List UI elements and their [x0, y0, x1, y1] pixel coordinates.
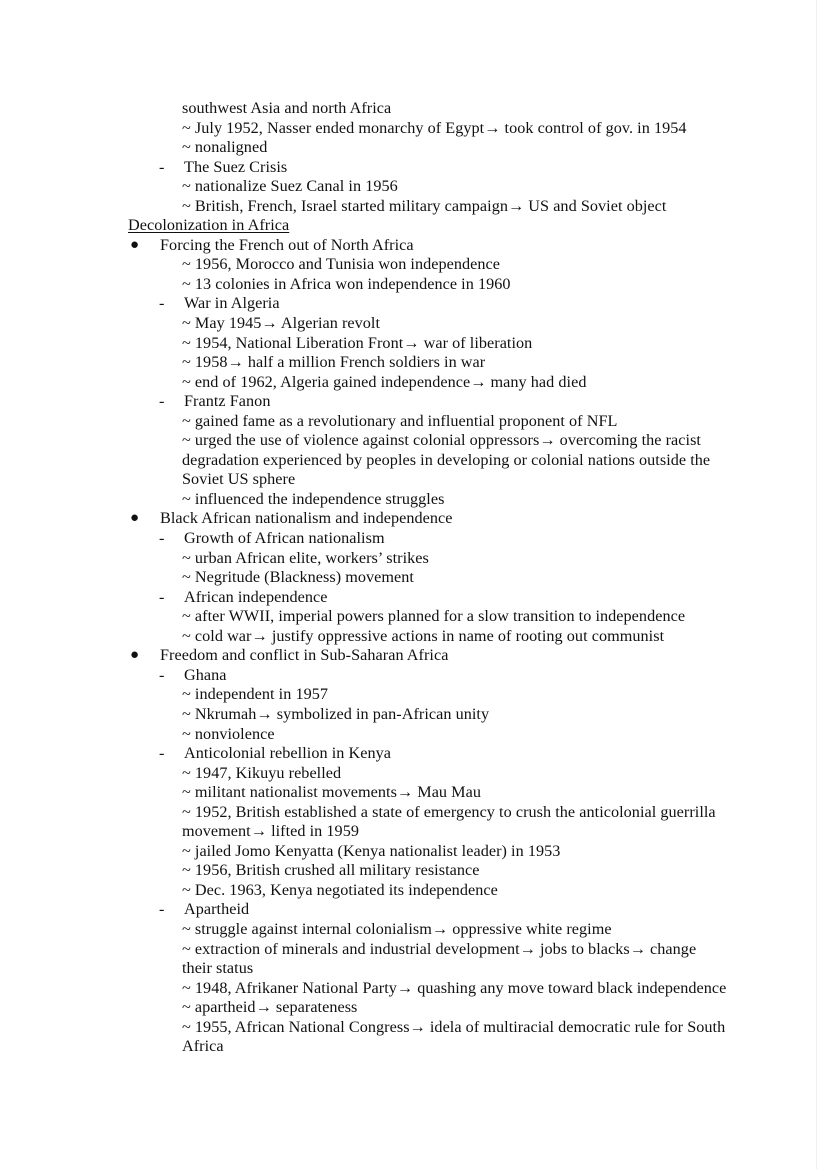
outline-item-text: ~ 1948, Afrikaner National Party→ quashing any move toward black independence [182, 978, 727, 997]
outline-continuation-text [182, 99, 728, 119]
outline-note-item [182, 940, 728, 979]
outline-item-text: ~ nationalize Suez Canal in 1956 [182, 177, 398, 196]
outline-item-text: ~ militant nationalist movements→ Mau Mau [182, 783, 481, 802]
outline-bullet-item [128, 509, 728, 529]
outline-dash-item [128, 529, 728, 549]
outline-note-item [182, 177, 728, 197]
outline-dash-item [128, 900, 728, 920]
outline-item-text: ~ influenced the independence struggles [182, 489, 445, 508]
outline-note-item [182, 334, 728, 354]
dash-marker-icon: - [159, 157, 165, 176]
outline-item-text: Ghana [184, 665, 227, 684]
outline-item-text: ~ British, French, Israel started military campaign→ US and Soviet object [182, 196, 667, 215]
outline-note-item [182, 255, 728, 275]
outline-note-item [182, 920, 728, 940]
outline-note-item [182, 490, 728, 510]
outline-note-item [182, 998, 728, 1018]
outline-note-item [182, 764, 728, 784]
outline-item-text: Freedom and conflict in Sub-Saharan Africa [160, 646, 449, 665]
outline-note-item [182, 705, 728, 725]
outline-item-text: ~ urban African elite, workers’ strikes [182, 548, 429, 567]
outline-note-item [182, 431, 728, 490]
page-border [816, 0, 817, 1169]
outline-item-text: ~ Negritude (Blackness) movement [182, 568, 414, 587]
dash-marker-icon: - [159, 587, 165, 606]
outline-note-item [182, 119, 728, 139]
outline-dash-item [128, 294, 728, 314]
bullet-marker-icon: ● [130, 236, 140, 253]
section-heading: Decolonization in Africa [128, 216, 290, 235]
outline-note-item [182, 842, 728, 862]
outline-item-text: ~ 1947, Kikuyu rebelled [182, 763, 342, 782]
outline-item-text: ~ 1956, Morocco and Tunisia won independence [182, 255, 501, 274]
outline-bullet-item [128, 236, 728, 256]
outline-item-text: ~ apartheid→ separateness [182, 998, 358, 1017]
outline-item-text: African independence [184, 587, 328, 606]
outline-item-text: ~ urged the use of violence against colonial oppressors→ overcoming the racist degradation experienced by peoples in developing or colonial nations outside the Soviet US sphere [182, 431, 715, 489]
outline-item-text: ~ after WWII, imperial powers planned for a slow transition to independence [182, 607, 686, 626]
dash-marker-icon: - [159, 744, 165, 763]
outline-item-text: ~ May 1945→ Algerian revolt [182, 314, 381, 333]
dash-marker-icon: - [159, 294, 165, 313]
outline-note-item [182, 881, 728, 901]
dash-marker-icon: - [159, 529, 165, 548]
outline-note-item [182, 783, 728, 803]
outline-item-text: Anticolonial rebellion in Kenya [184, 744, 391, 763]
outline-item-text: ~ independent in 1957 [182, 685, 329, 704]
outline-item-text: ~ 13 colonies in Africa won independence in 1960 [182, 274, 511, 293]
outline-note-item [182, 725, 728, 745]
outline-dash-item [128, 744, 728, 764]
outline-item-text: The Suez Crisis [184, 157, 288, 176]
outline-item-text: Black African nationalism and independence [160, 509, 453, 528]
outline-item-text: ~ Dec. 1963, Kenya negotiated its independence [182, 880, 498, 899]
outline-item-text: War in Algeria [184, 294, 280, 313]
bullet-marker-icon: ● [130, 647, 140, 664]
outline-item-text: ~ extraction of minerals and industrial development→ jobs to blacks→ change their status [182, 939, 701, 978]
outline-item-text: ~ Nkrumah→ symbolized in pan-African unity [182, 704, 490, 723]
outline-item-text: ~ end of 1962, Algeria gained independence→ many had died [182, 372, 587, 391]
outline-note-item [182, 607, 728, 627]
outline-note-item [182, 549, 728, 569]
outline-item-text: ~ July 1952, Nasser ended monarchy of Egypt→ took control of gov. in 1954 [182, 118, 687, 137]
outline-dash-item [128, 392, 728, 412]
outline-item-text: ~ nonviolence [182, 724, 275, 743]
outline-item-text: ~ 1958→ half a million French soldiers in war [182, 353, 486, 372]
dash-marker-icon: - [159, 665, 165, 684]
outline-note-item [182, 861, 728, 881]
outline-note-item [182, 197, 728, 217]
outline-item-text: Forcing the French out of North Africa [160, 235, 414, 254]
outline-item-text: ~ struggle against internal colonialism→ oppressive white regime [182, 919, 612, 938]
outline-item-text: Apartheid [184, 900, 250, 919]
outline-item-text: Frantz Fanon [184, 392, 271, 411]
outline-note-item [182, 412, 728, 432]
document-body [128, 99, 728, 1057]
outline-item-text: ~ 1956, British crushed all military resistance [182, 861, 480, 880]
outline-item-text: ~ cold war→ justify oppressive actions in name of rooting out communist [182, 626, 665, 645]
outline-item-text: ~ jailed Jomo Kenyatta (Kenya nationalist leader) in 1953 [182, 841, 561, 860]
outline-note-item [182, 627, 728, 647]
outline-item-text: ~ 1952, British established a state of emergency to crush the anticolonial guerrilla movement→ lifted in 1959 [182, 802, 720, 841]
outline-item-text: southwest Asia and north Africa [182, 99, 392, 117]
outline-dash-item [128, 588, 728, 608]
outline-note-item [182, 138, 728, 158]
dash-marker-icon: - [159, 900, 165, 919]
outline-note-item [182, 275, 728, 295]
dash-marker-icon: - [159, 392, 165, 411]
bullet-marker-icon: ● [130, 510, 140, 527]
outline-item-text: ~ nonaligned [182, 138, 268, 157]
outline-note-item [182, 803, 728, 842]
outline-item-text: ~ 1955, African National Congress→ idela of multiracial democratic rule for South Africa [182, 1017, 729, 1056]
outline-note-item [182, 314, 728, 334]
outline-note-item [182, 568, 728, 588]
outline-note-item [182, 1018, 728, 1057]
outline-item-text: Growth of African nationalism [184, 529, 385, 548]
outline-item-text: ~ gained fame as a revolutionary and influential proponent of NFL [182, 411, 618, 430]
outline-note-item [182, 979, 728, 999]
outline-note-item [182, 353, 728, 373]
outline-dash-item [128, 158, 728, 178]
outline-dash-item [128, 666, 728, 686]
outline-note-item [182, 685, 728, 705]
outline-item-text: ~ 1954, National Liberation Front→ war of liberation [182, 333, 533, 352]
outline-note-item [182, 373, 728, 393]
outline-bullet-item [128, 646, 728, 666]
